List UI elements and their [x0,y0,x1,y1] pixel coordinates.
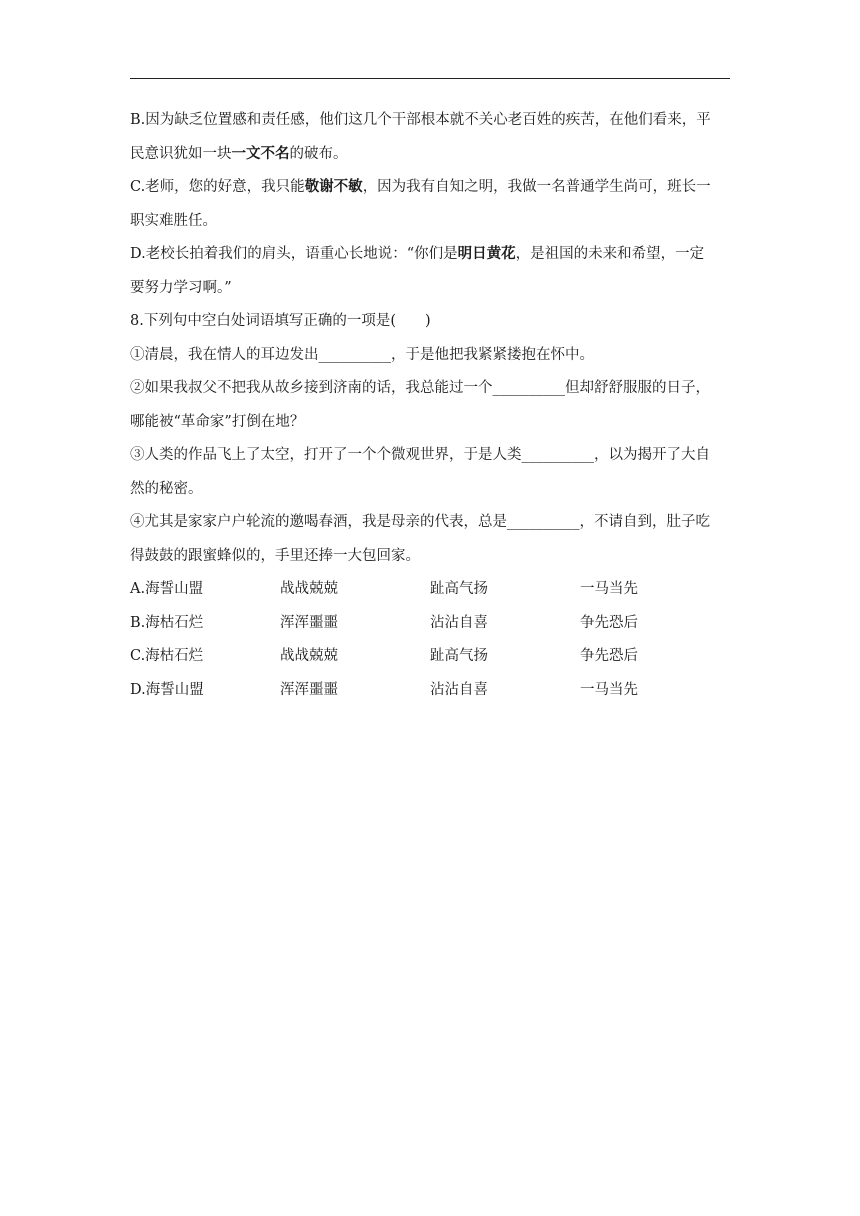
choice-cell: B.海枯石烂 [130,614,204,631]
choice-cell: A.海誓山盟 [130,581,204,597]
header-rule [130,78,730,79]
choice-cell: 浑浑噩噩 [280,614,338,631]
sentence-4-line-2: 得鼓鼓的跟蜜蜂似的，手里还捧一大包回家。 [130,547,420,564]
choice-cell: 战战兢兢 [280,648,338,664]
choice-cell: 一马当先 [580,581,638,597]
option-b-line-1: B.因为缺乏位置感和责任感，他们这几个干部根本就不关心老百姓的疾苦，在他们看来，平 [130,112,711,128]
sentence-3-line-1: ③人类的作品飞上了太空，打开了一个个微观世界，于是人类__________，以为揭开了大自 [130,447,710,463]
option-c-line-2: 职实难胜任。 [130,212,217,229]
choice-cell: 战战兢兢 [280,581,338,597]
choice-cell: 趾高气扬 [430,648,488,664]
option-b-line-2: 民意识犹如一块一文不名的破布。 [130,145,348,162]
choice-cell: 争先恐后 [580,648,638,664]
document-body [130,104,730,707]
choice-cell: 沾沾自喜 [430,681,488,698]
choice-row-b [130,607,730,641]
question-8-stem: 8.下列句中空白处词语填写正确的一项是( ) [130,313,431,329]
choice-cell: D.海誓山盟 [130,681,204,698]
choice-cell: 浑浑噩噩 [280,681,338,698]
option-d-line-1: D.老校长拍着我们的肩头，语重心长地说：“你们是明日黄花，是祖国的未来和希望，一定 [130,246,705,262]
choice-cell: 趾高气扬 [430,581,488,597]
sentence-1: ①清晨，我在情人的耳边发出__________，于是他把我紧紧搂抱在怀中。 [130,346,594,363]
sentence-3-line-2: 然的秘密。 [130,480,203,497]
bold-idiom: 一文不名 [231,145,290,162]
choice-cell: 沾沾自喜 [430,614,488,631]
sentence-4-line-1: ④尤其是家家户户轮流的邀喝春酒，我是母亲的代表，总是__________，不请自到，肚子吃 [130,514,710,530]
option-d-line-2: 要努力学习啊。” [130,279,232,296]
choice-cell: 一马当先 [580,681,638,698]
bold-idiom: 敬谢不敏 [304,179,363,195]
choice-cell: C.海枯石烂 [130,648,204,664]
choice-row-d [130,674,730,708]
choice-row-c [130,640,730,674]
sentence-2-line-1: ②如果我叔父不把我从故乡接到济南的话，我总能过一个__________但却舒舒服服的日子， [130,380,710,396]
option-c-line-1: C.老师，您的好意，我只能敬谢不敏，因为我有自知之明，我做一名普通学生尚可，班长一 [130,179,711,195]
sentence-2-line-2: 哪能被“革命家”打倒在地？ [130,413,305,430]
choice-cell: 争先恐后 [580,614,638,631]
bold-idiom: 明日黄花 [457,246,516,262]
choice-row-a [130,573,730,607]
